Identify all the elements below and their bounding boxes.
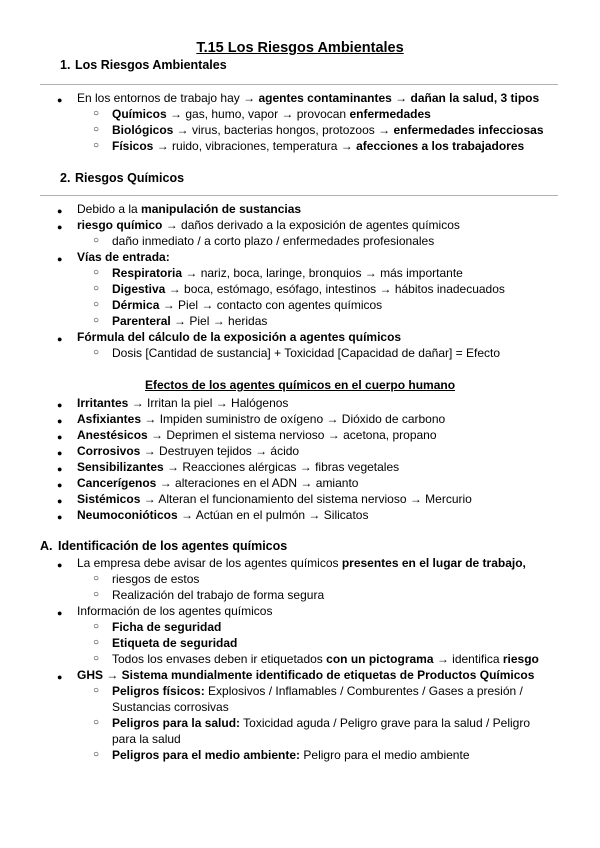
circle-bullet-icon: ○ [93,637,100,648]
circle-bullet-icon: ○ [93,315,100,326]
circle-bullet-icon: ○ [93,235,100,246]
section-a-heading: Identificación de los agentes químicos [58,539,288,553]
section-2-divider [40,195,558,196]
s2-line-2: riesgo químico → daños derivado a la exposición de agentes químicos [77,218,460,232]
bullet-icon: ● [57,95,63,105]
effect-item: Anestésicos → Deprimen el sistema nervioso → acetona, propano [77,428,437,442]
effects-heading: Efectos de los agentes químicos en el cuerpo humano [144,378,456,392]
bullet-icon: ● [57,416,63,426]
circle-bullet-icon: ○ [93,653,100,664]
s2-line-3: daño inmediato / a corto plazo / enfermedades profesionales [112,234,435,248]
circle-bullet-icon: ○ [93,283,100,294]
circle-bullet-icon: ○ [93,299,100,310]
sa-line-3: Realización del trabajo de forma segura [112,588,325,602]
bullet-icon: ● [57,334,63,344]
effect-item: Cancerígenos → alteraciones en el ADN → amianto [77,476,359,490]
effect-item: Asfixiantes → Impiden suministro de oxígeno → Dióxido de carbono [77,412,446,426]
sa-line-8: GHS → Sistema mundialmente identificado de etiquetas de Productos Químicos [77,668,535,682]
sa-line-9: Peligros físicos: Explosivos / Inflamables / Comburentes / Gases a presión / [112,684,523,698]
sa-line-4: Información de los agentes químicos [77,604,273,618]
section-1-divider [40,84,558,85]
effect-item: Corrosivos → Destruyen tejidos → ácido [77,444,300,458]
sa-line-9-cont: Sustancias corrosivas [112,700,229,714]
section-2-number: 2. [60,171,71,185]
s2-line-1: Debido a la manipulación de sustancias [77,202,302,216]
sa-line-10-cont: para la salud [112,732,181,746]
s2-line-4: Vías de entrada: [77,250,170,264]
s1-line-4: Físicos → ruido, vibraciones, temperatura → afecciones a los trabajadores [112,139,525,153]
bullet-icon: ● [57,432,63,442]
circle-bullet-icon: ○ [93,573,100,584]
s2-line-7: Dérmica → Piel → contacto con agentes químicos [112,298,383,312]
bullet-icon: ● [57,608,63,618]
s1-line-3: Biológicos → virus, bacterias hongos, protozoos → enfermedades infecciosas [112,123,544,137]
circle-bullet-icon: ○ [93,749,100,760]
effect-item: Irritantes → Irritan la piel → Halógenos [77,396,289,410]
s2-line-6: Digestiva → boca, estómago, esófago, intestinos → hábitos inadecuados [112,282,505,296]
bullet-icon: ● [57,560,63,570]
bullet-icon: ● [57,480,63,490]
bullet-icon: ● [57,448,63,458]
bullet-icon: ● [57,496,63,506]
s2-line-5: Respiratoria → nariz, boca, laringe, bronquios → más importante [112,266,463,280]
effect-item: Neumoconióticos → Actúan en el pulmón → Silicatos [77,508,369,522]
section-1-number: 1. [60,58,71,72]
circle-bullet-icon: ○ [93,589,100,600]
section-a-letter: A. [40,539,53,553]
effect-item: Sistémicos → Alteran el funcionamiento del sistema nervioso → Mercurio [77,492,472,506]
s1-line-2: Químicos → gas, humo, vapor → provocan enfermedades [112,107,431,121]
bullet-icon: ● [57,672,63,682]
sa-line-2: riesgos de estos [112,572,200,586]
sa-line-5: Ficha de seguridad [112,620,222,634]
s2-line-10: Dosis [Cantidad de sustancia] + Toxicidad [Capacidad de dañar] = Efecto [112,346,501,360]
sa-line-6: Etiqueta de seguridad [112,636,238,650]
sa-line-7: Todos los envases deben ir etiquetados con un pictograma → identifica riesgo [112,652,539,666]
s2-line-9: Fórmula del cálculo de la exposición a agentes químicos [77,330,402,344]
bullet-icon: ● [57,464,63,474]
s2-line-8: Parenteral → Piel → heridas [112,314,268,328]
section-2-heading: Riesgos Químicos [75,171,185,185]
bullet-icon: ● [57,512,63,522]
bullet-icon: ● [57,400,63,410]
circle-bullet-icon: ○ [93,685,100,696]
s1-line-1: En los entornos de trabajo hay → agentes contaminantes → dañan la salud, 3 tipos [77,91,540,105]
section-1-heading: Los Riesgos Ambientales [75,58,227,72]
circle-bullet-icon: ○ [93,140,100,151]
circle-bullet-icon: ○ [93,124,100,135]
circle-bullet-icon: ○ [93,621,100,632]
effect-item: Sensibilizantes → Reacciones alérgicas → fibras vegetales [77,460,400,474]
bullet-icon: ● [57,254,63,264]
sa-line-1: La empresa debe avisar de los agentes químicos presentes en el lugar de trabajo, [77,556,526,570]
circle-bullet-icon: ○ [93,108,100,119]
bullet-icon: ● [57,206,63,216]
sa-line-11: Peligros para el medio ambiente: Peligro para el medio ambiente [112,748,470,762]
sa-line-10: Peligros para la salud: Toxicidad aguda / Peligro grave para la salud / Peligro [112,716,531,730]
circle-bullet-icon: ○ [93,267,100,278]
circle-bullet-icon: ○ [93,347,100,358]
bullet-icon: ● [57,222,63,232]
circle-bullet-icon: ○ [93,717,100,728]
page-title: T.15 Los Riesgos Ambientales [196,40,404,56]
